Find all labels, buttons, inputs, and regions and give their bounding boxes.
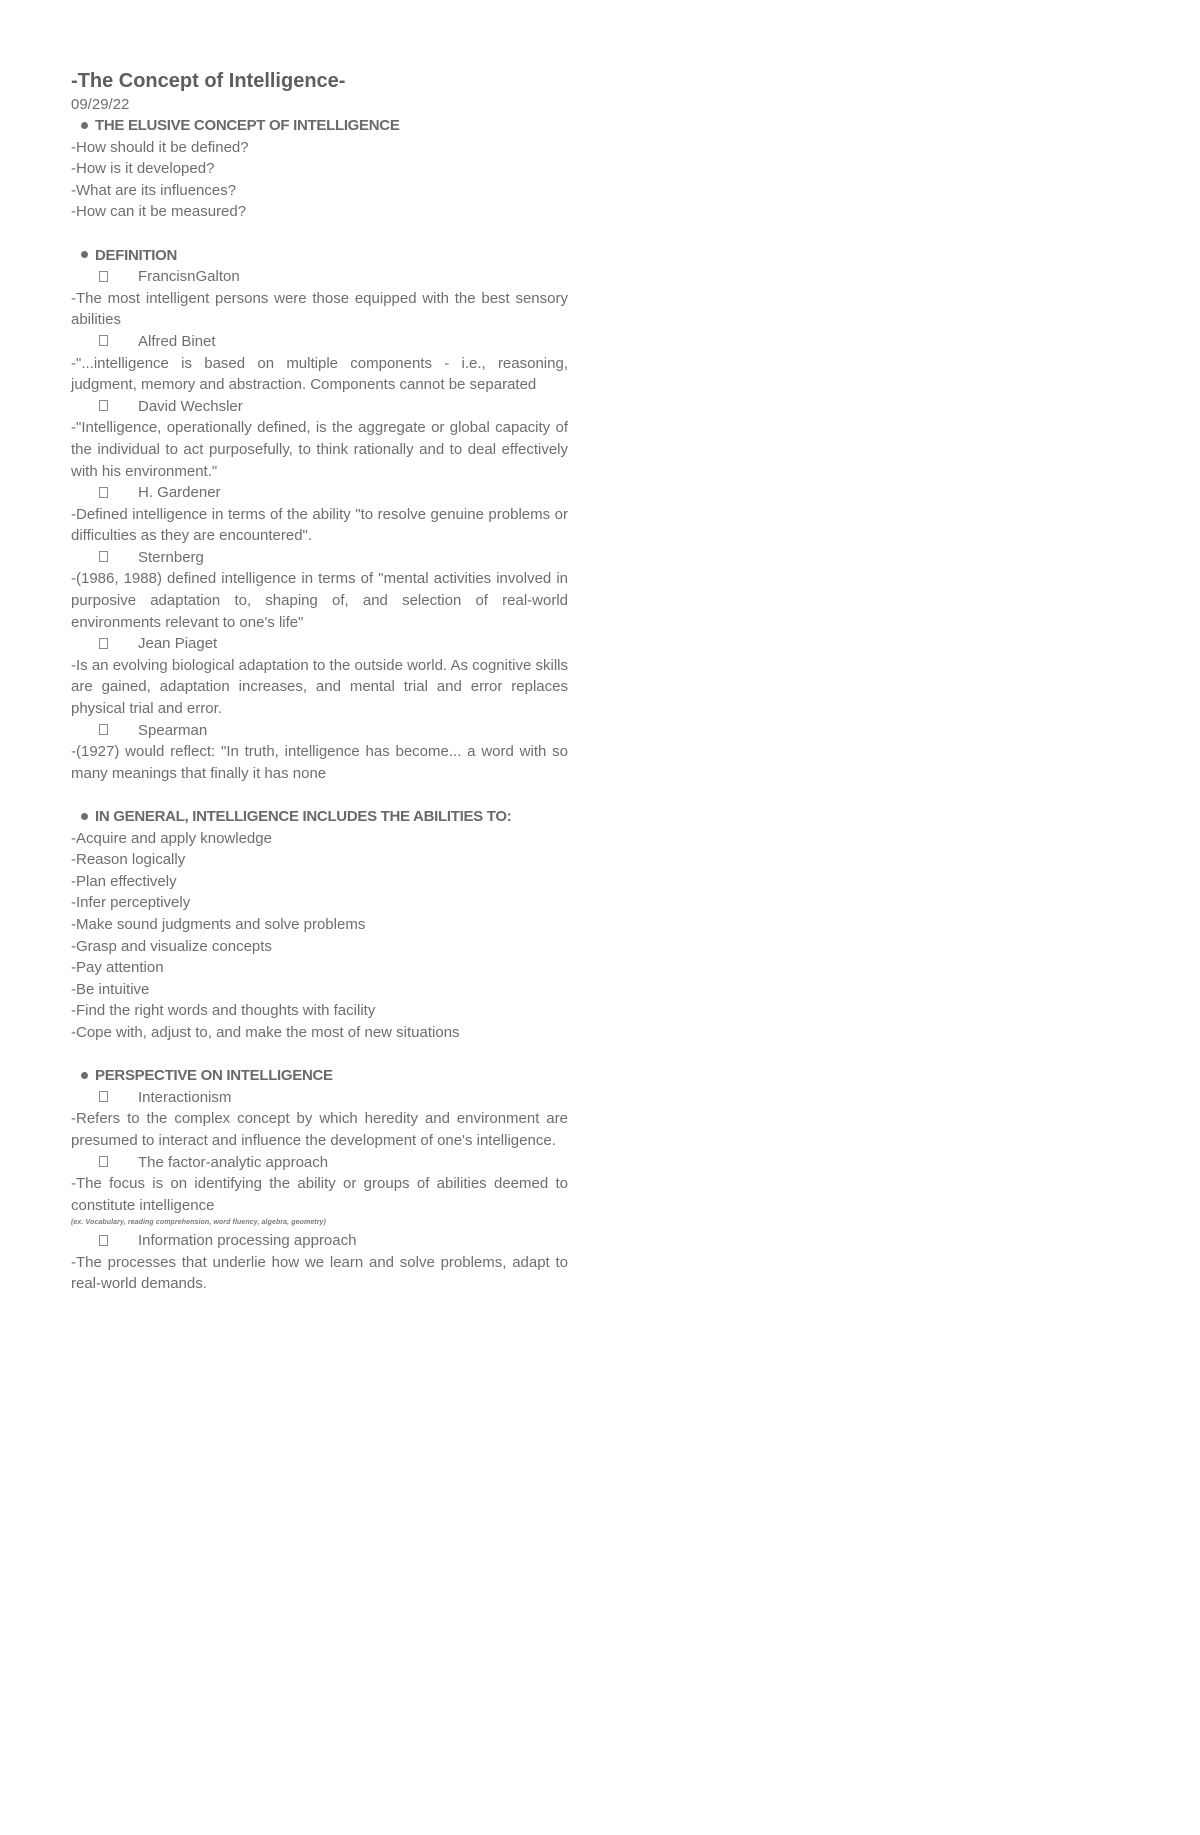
definition-text: -The most intelligent persons were those equipped with the best sensory abilities (71, 289, 568, 329)
list-item: -Pay attention (71, 959, 164, 977)
checkbox-bullet-icon (99, 335, 108, 346)
approach-text: -The focus is on identifying the ability or groups of abilities deemed to constitute intelligence (71, 1175, 568, 1214)
approach-text: -The processes that underlie how we learn and solve problems, adapt to real-world demands. (71, 1253, 568, 1293)
list-item: -Cope with, adjust to, and make the most of new situations (71, 1023, 460, 1041)
definition-text: -"...intelligence is based on multiple components - i.e., reasoning, judgment, memory and abstraction. Components cannot be separated (71, 354, 568, 394)
author-name: Sternberg (138, 548, 204, 566)
author-name: FrancisnGalton (138, 268, 240, 286)
heading-text: DEFINITION (95, 246, 177, 264)
example-note: (ex. Vocabulary, reading comprehension, word fluency, algebra, geometry) (71, 1219, 326, 1227)
checkbox-bullet-icon (99, 724, 108, 735)
checkbox-bullet-icon (99, 1235, 108, 1246)
checkbox-bullet-icon (99, 271, 108, 282)
document-title: -The Concept of Intelligence- (71, 70, 346, 92)
section-heading-definition (71, 245, 568, 267)
list-item: -How should it be defined? (71, 138, 249, 156)
checkbox-bullet-icon (99, 638, 108, 649)
heading-text: THE ELUSIVE CONCEPT OF INTELLIGENCE (95, 117, 400, 134)
list-item: -How can it be measured? (71, 203, 247, 221)
definition-text: -(1986, 1988) defined intelligence in terms of "mental activities involved in purposive adaptation to, shaping of, and selection of real-world environments relevant to one's life" (71, 570, 568, 631)
list-item: -What are its influences? (71, 181, 237, 199)
list-item: -Make sound judgments and solve problems (71, 915, 366, 933)
heading-text: IN GENERAL, INTELLIGENCE INCLUDES THE ABILITIES TO: (95, 808, 512, 825)
perspective-approach (71, 1152, 568, 1174)
definition-text: -(1927) would reflect: "In truth, intelligence has become... a word with so many meanings that finally it has none (71, 743, 568, 782)
definition-author (71, 266, 568, 288)
list-item: -Infer perceptively (71, 894, 191, 912)
heading-text: PERSPECTIVE ON INTELLIGENCE (95, 1067, 333, 1085)
author-name: Alfred Binet (138, 332, 216, 350)
list-item: -Reason logically (71, 851, 186, 869)
definition-author (71, 482, 568, 504)
approach-name: Information processing approach (138, 1232, 357, 1250)
definition-text: -Defined intelligence in terms of the ability "to resolve genuine problems or difficulties as they are encountered". (71, 505, 568, 545)
list-item: -Be intuitive (71, 980, 150, 998)
bullet-icon (81, 1072, 88, 1079)
definition-author (71, 396, 568, 418)
checkbox-bullet-icon (99, 400, 108, 411)
author-name: Spearman (138, 721, 208, 739)
list-item: -Find the right words and thoughts with facility (71, 1002, 376, 1020)
definition-text: -"Intelligence, operationally defined, is the aggregate or global capacity of the individual to act purposefully, to think rationally and to deal effectively with his environment." (71, 419, 568, 480)
approach-name: The factor-analytic approach (138, 1153, 329, 1171)
document-date: 09/29/22 (71, 96, 130, 113)
checkbox-bullet-icon (99, 1156, 108, 1167)
definition-author (71, 547, 568, 569)
perspective-approach (71, 1230, 568, 1252)
definition-author (71, 331, 568, 353)
checkbox-bullet-icon (99, 1091, 108, 1102)
approach-name: Interactionism (138, 1088, 232, 1106)
list-item: -Acquire and apply knowledge (71, 829, 272, 847)
list-item: -How is it developed? (71, 160, 215, 178)
list-item: -Grasp and visualize concepts (71, 937, 272, 955)
definition-author (71, 633, 568, 655)
author-name: Jean Piaget (138, 635, 218, 653)
author-name: H. Gardener (138, 484, 221, 502)
approach-text: -Refers to the complex concept by which heredity and environment are presumed to interact and influence the development of one's intelligence. (71, 1110, 568, 1149)
bullet-icon (81, 251, 88, 258)
checkbox-bullet-icon (99, 487, 108, 498)
bullet-icon (81, 813, 88, 820)
perspective-approach (71, 1087, 568, 1109)
author-name: David Wechsler (138, 397, 243, 415)
list-item: -Plan effectively (71, 872, 177, 890)
section-heading-general (71, 806, 568, 828)
definition-text: -Is an evolving biological adaptation to the outside world. As cognitive skills are gained, adaptation increases, and mental trial and error replaces physical trial and error. (71, 656, 568, 718)
section-heading-elusive (71, 115, 568, 137)
document-page (71, 68, 568, 1295)
definition-author (71, 720, 568, 742)
bullet-icon (81, 122, 88, 129)
checkbox-bullet-icon (99, 551, 108, 562)
section-heading-perspective (71, 1065, 568, 1087)
